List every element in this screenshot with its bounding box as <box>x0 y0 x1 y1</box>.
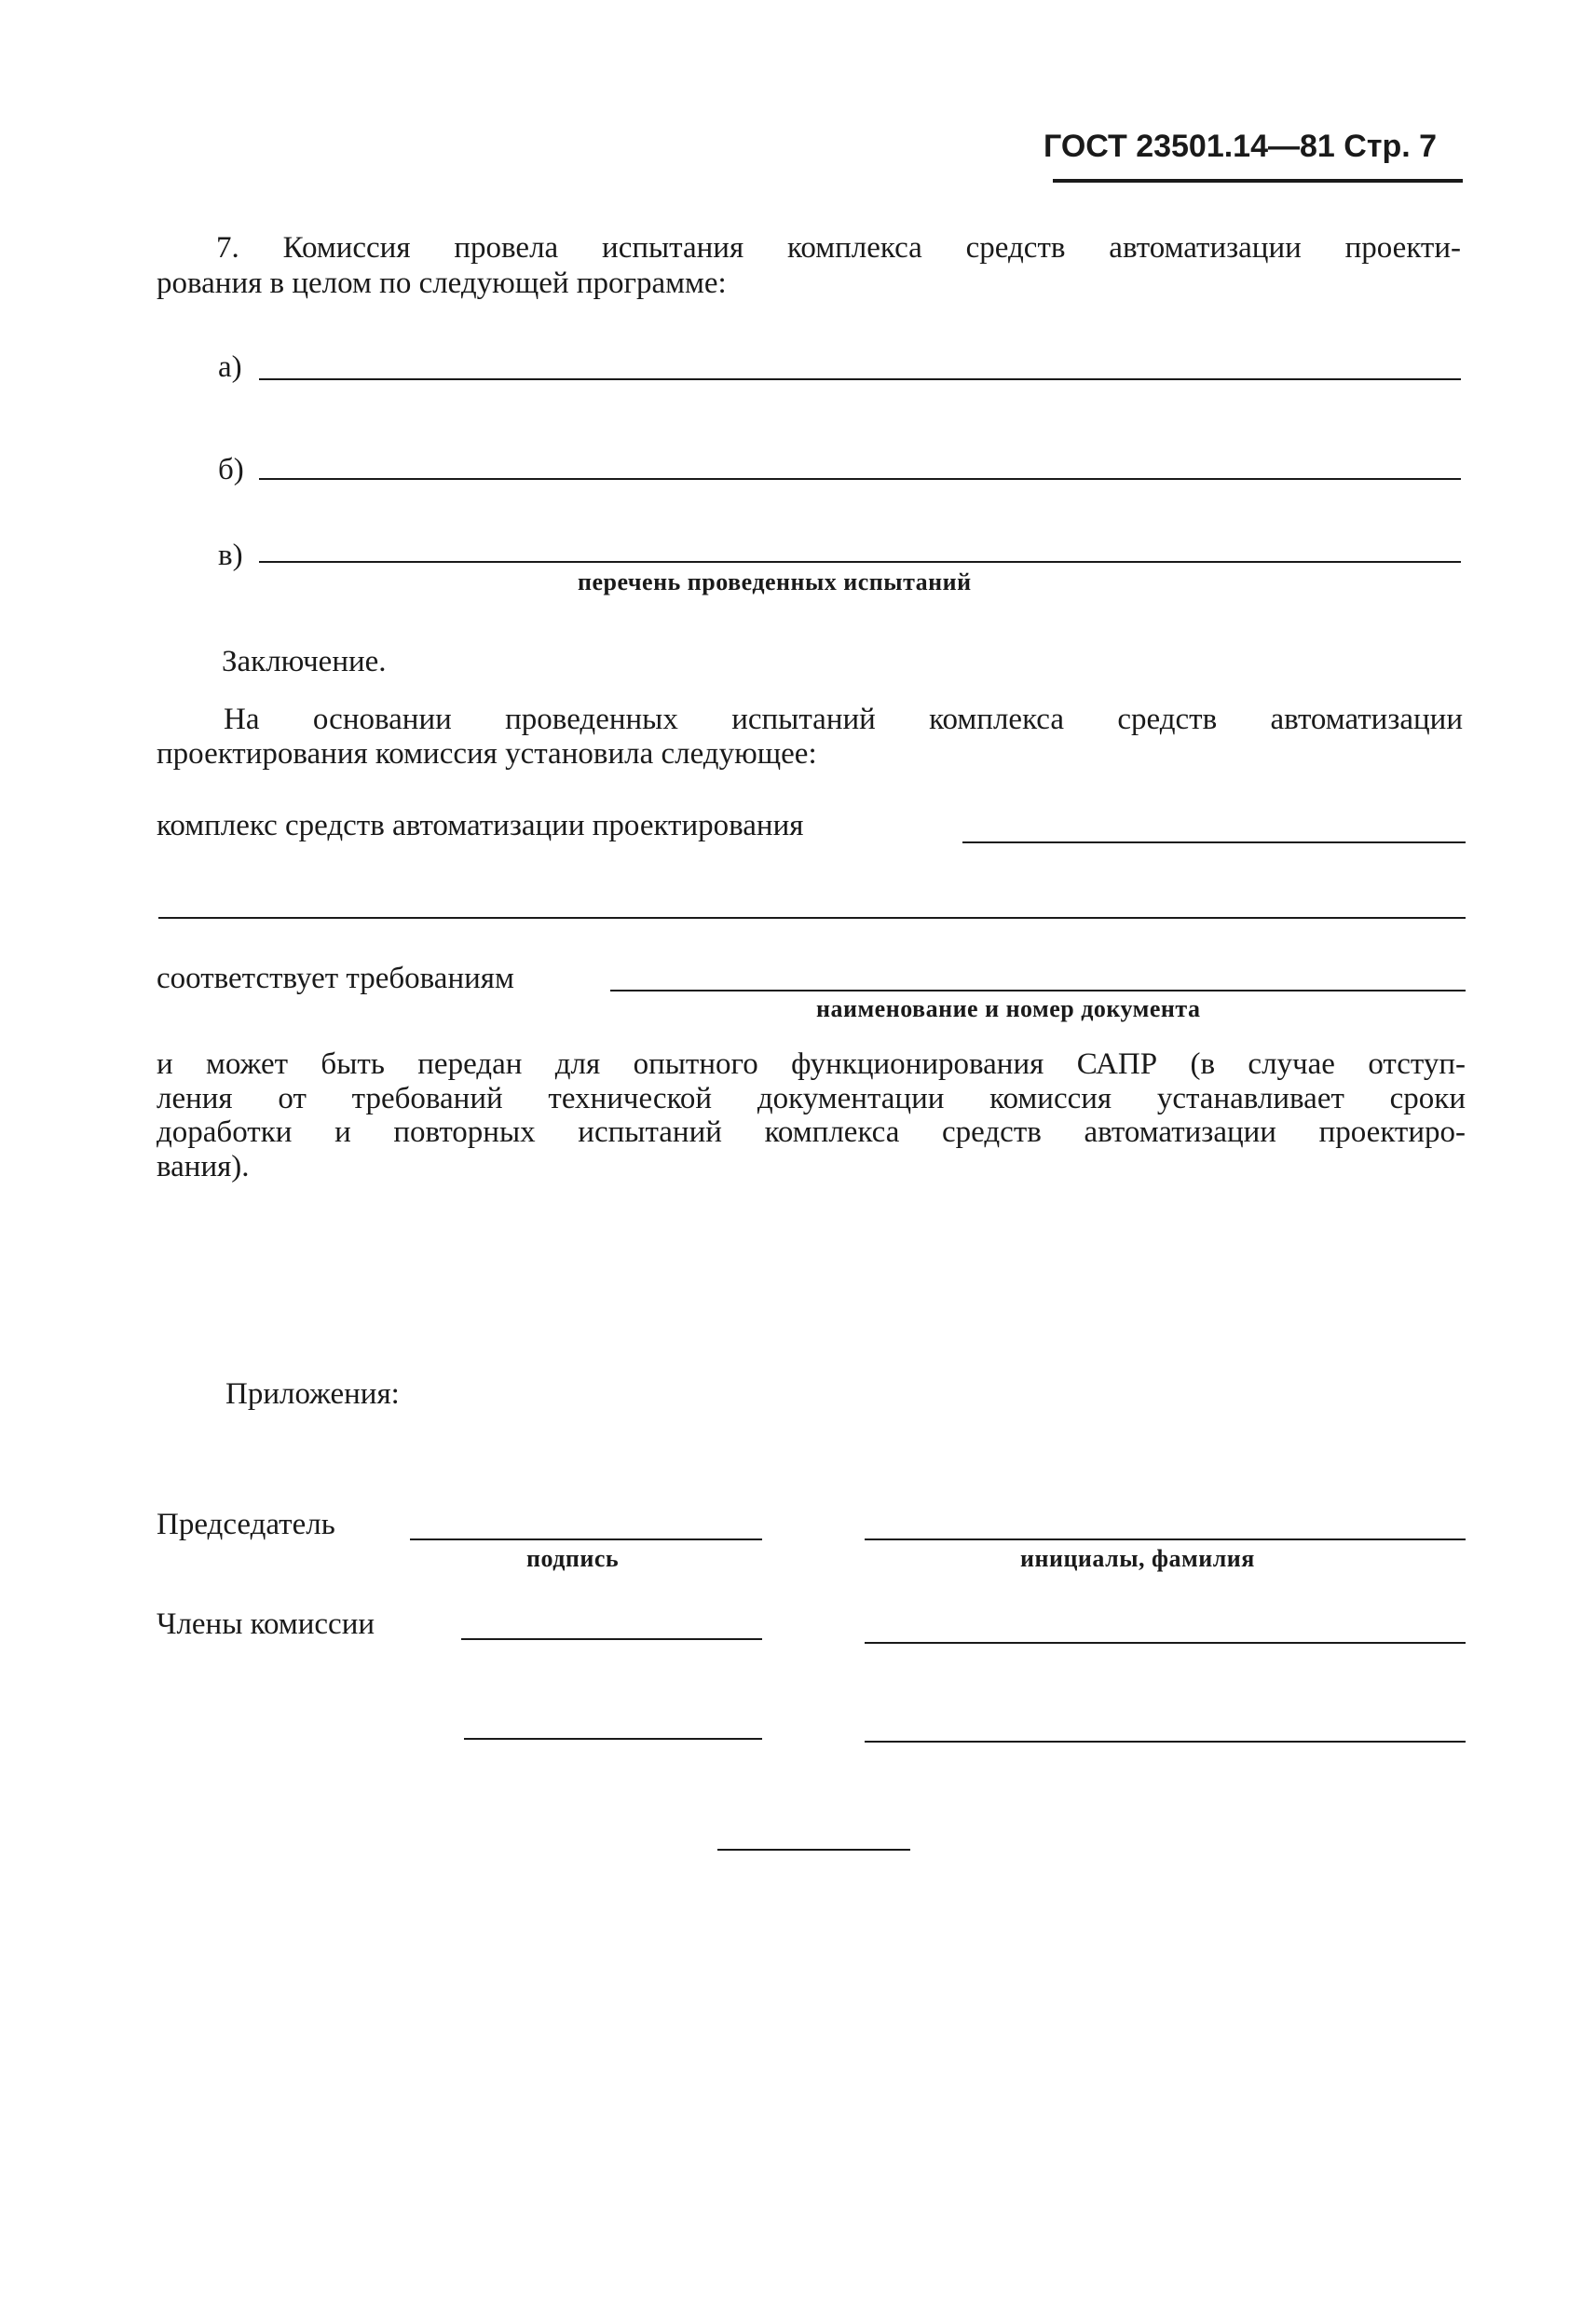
chairman-signature-line <box>410 1538 762 1540</box>
program-item-b-label: б) <box>218 453 244 486</box>
document-name-line <box>610 990 1466 991</box>
conclusion-heading: Заключение. <box>222 645 387 678</box>
program-item-c-label: в) <box>218 539 243 572</box>
member-1-name-line <box>865 1642 1466 1644</box>
members-label: Члены комиссии <box>157 1607 375 1641</box>
member-1-signature-line <box>461 1638 762 1640</box>
complex-label: комплекс средств автоматизации проектирования <box>157 809 804 842</box>
end-separator-line <box>717 1849 910 1851</box>
header-underline <box>1053 179 1463 183</box>
program-item-a-line <box>259 378 1461 380</box>
tests-list-caption: перечень проведенных испытаний <box>578 568 972 595</box>
member-2-signature-line <box>464 1738 762 1740</box>
program-item-a-label: а) <box>218 350 242 384</box>
signature-caption: подпись <box>526 1545 620 1572</box>
conclusion-para-line-2: проектирования комиссия установила следующее: <box>157 737 817 771</box>
transfer-line-1: и может быть передан для опытного функционирования САПР (в случае отступ- <box>157 1047 1466 1081</box>
complex-name-line <box>962 841 1466 843</box>
page-header: ГОСТ 23501.14—81 Стр. 7 <box>1044 129 1438 164</box>
conclusion-para-line-1: На основании проведенных испытаний комплекса средств автоматизации <box>224 703 1463 736</box>
name-caption: инициалы, фамилия <box>1020 1545 1255 1572</box>
section-7-line-2: рования в целом по следующей программе: <box>157 267 727 300</box>
program-item-c-line <box>259 561 1461 563</box>
transfer-line-3: доработки и повторных испытаний комплекса средств автоматизации проектиро- <box>157 1115 1466 1149</box>
transfer-line-2: ления от требований технической документации комиссия устанавливает сроки <box>157 1082 1466 1115</box>
section-7-line-1: 7. Комиссия провела испытания комплекса средств автоматизации проекти- <box>216 231 1461 265</box>
complex-name-line-2 <box>158 917 1466 919</box>
program-item-b-line <box>259 478 1461 480</box>
conforms-label: соответствует требованиям <box>157 962 514 995</box>
appendix-label: Приложения: <box>225 1377 400 1411</box>
document-caption: наименование и номер документа <box>816 995 1201 1022</box>
chairman-name-line <box>865 1538 1466 1540</box>
chairman-label: Председатель <box>157 1508 335 1541</box>
member-2-name-line <box>865 1741 1466 1743</box>
transfer-line-4: вания). <box>157 1150 250 1183</box>
